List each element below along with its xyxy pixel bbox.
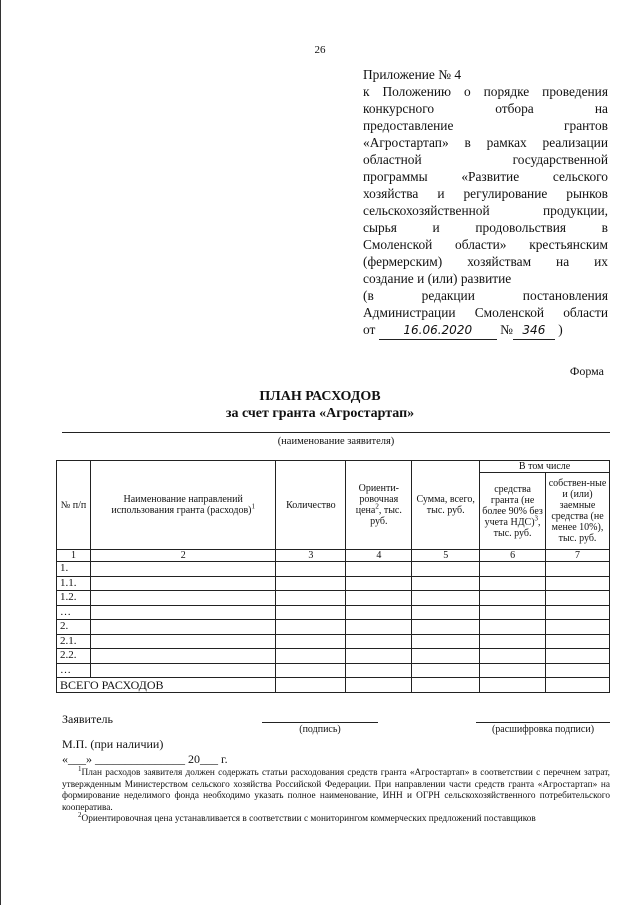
scan-edge [0,0,1,905]
row-number: … [57,605,91,620]
signature-line [262,722,378,723]
column-numbers-row [57,550,610,562]
total-label: ВСЕГО РАСХОДОВ [57,678,276,693]
row-number: 1.2. [57,591,91,606]
footnote-2: $^2$Ориентировочная цена устанавливается в соответствии с мониторингом коммерческих предложений поставщиков [78,810,536,824]
header-sum: Сумма, всего, тыс. руб. [412,461,480,550]
stamp-place-label: М.П. (при наличии) [62,737,164,751]
header-price: Ориенти-ровочная цена$^2$, тыс. руб. [346,461,412,550]
row-number: … [57,663,91,678]
footnote-1: $^1$План расходов заявителя должен содержать статьи расходования средств гранта «Агростартап» в соответствии с перечнем затрат, утвержденным Министерством сельского хозяйства Российской Федерации. При направлении части средств гранта «Агростартап» на формирование неделимого фонда необходимо указать полное наименование, ИНН и ОГРН сельскохозяйственного потребительского кооператива. [62,764,610,813]
table-row [57,649,610,664]
signature-decode-line [476,722,610,723]
appendix-line: Смоленской области» крестьянским [363,237,608,252]
row-number: 2. [57,620,91,635]
handwritten-number: 346 [513,322,555,340]
col-number: 5 [412,550,480,562]
row-number: 1. [57,562,91,577]
title-line-1: ПЛАН РАСХОДОВ [259,389,381,404]
appendix-line: к Положению о порядке проведения [363,84,608,99]
col-number: 1 [57,550,91,562]
appendix-line: «Агростартап» в рамках реализации [363,135,608,150]
row-number: 2.1. [57,634,91,649]
header-num: № п/п [57,461,91,550]
table-row [57,562,610,577]
appendix-line: (фермерским) хозяйствам на их [363,254,608,269]
title-line-2: за счет гранта «Агростартап» [225,406,415,421]
edition-date-line [363,321,608,340]
applicant-caption: (наименование заявителя) [277,436,395,447]
header-grant: средства гранта (не более 90% без учета НДС)$^3$, тыс. руб. [480,473,546,550]
close-paren: ) [558,322,563,337]
table-row [57,634,610,649]
table-row [57,663,610,678]
table-row [57,576,610,591]
col-number: 4 [346,550,412,562]
signature-decode-caption: (расшифровка подписи) [491,724,595,735]
page-number: 26 [314,44,326,56]
header-name: Наименование направлений использования гранта (расходов)$^1$ [90,461,276,550]
handwritten-date: 16.06.2020 [379,322,497,340]
appendix-line: сельскохозяйственной продукции, [363,203,608,218]
applicant-name-line [62,432,610,433]
applicant-label: Заявитель [62,712,113,726]
appendix-line: хозяйства и регулирование рынков [363,186,608,201]
col-number: 6 [480,550,546,562]
footnotes [62,764,610,826]
number-label: № [500,322,513,337]
appendix-line: программы «Развитие сельского [363,169,608,184]
table-row [57,591,610,606]
appendix-line: областной государственной [363,152,608,167]
appendix-line: сырья и продовольствия в [363,220,608,235]
row-number: 2.2. [57,649,91,664]
header-qty: Количество [276,461,346,550]
appendix-line: предоставление грантов [363,118,608,133]
signature-caption: (подпись) [299,724,341,735]
col-number: 2 [90,550,276,562]
col-number: 7 [546,550,610,562]
col-number: 3 [276,550,346,562]
appendix-line: создание и (или) развитие [363,271,512,286]
header-own: собствен-ные и (или) заемные средства (не менее 10%), тыс. руб. [546,473,610,550]
row-number: 1.1. [57,576,91,591]
appendix-line: конкурсного отбора на [363,101,608,116]
from-label: от [363,322,376,337]
document-title [0,388,640,422]
table-row [57,620,610,635]
total-row [57,678,610,693]
edition-line: Администрации Смоленской области [363,305,608,320]
appendix-block [363,66,608,340]
form-label: Форма [569,364,604,378]
appendix-title: Приложение № 4 [363,67,462,82]
edition-line: (в редакции постановления [363,288,608,303]
date-template: «___» _______________ 20___ г. [62,752,228,766]
header-including: В том числе [480,461,610,473]
expense-plan-table [56,460,610,693]
table-row [57,605,610,620]
